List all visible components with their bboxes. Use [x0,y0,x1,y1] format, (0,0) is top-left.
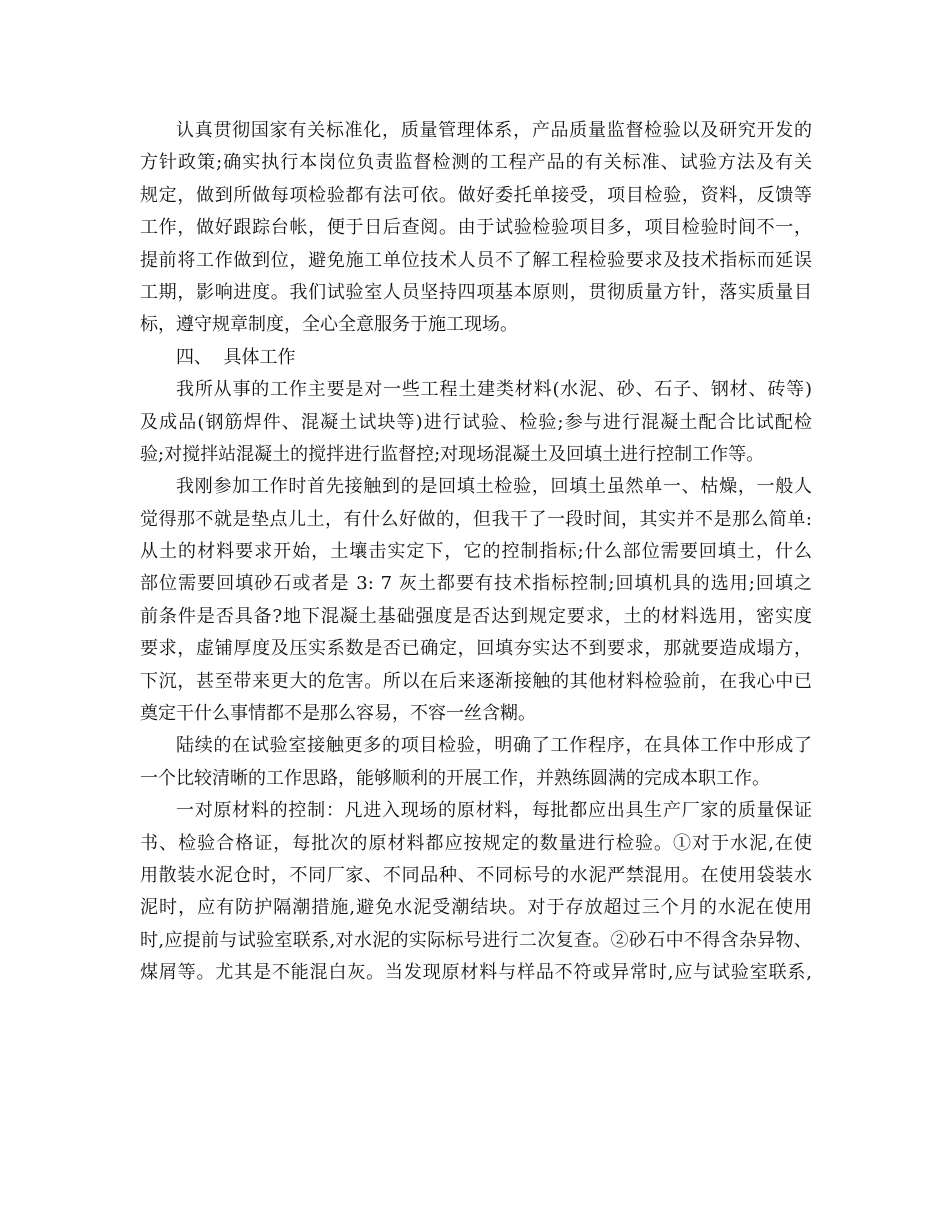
text-line: 验;对搅拌站混凝土的搅拌进行监督控;对现场混凝土及回填土进行控制工作等。 [140,443,765,465]
text-line: 一对原材料的控制：凡进入现场的原材料，每批都应出具生产厂家的质量保证 [176,800,812,822]
text-line: 陆续的在试验室接触更多的项目检验，明确了工作程序，在具体工作中形成了 [176,735,812,757]
text-line: 及成品(钢筋焊件、混凝土试块等)进行试验、检验;参与进行混凝土配合比试配检 [140,411,812,433]
text-line: 规定，做到所做每项检验都有法可依。做好委托单接受，项目检验，资料，反馈等 [140,184,812,206]
text-line: 标，遵守规章制度，全心全意服务于施工现场。 [140,314,518,336]
document-page [140,115,812,990]
text-line: 部位需要回填砂石或者是 3: 7 灰土都要有技术指标控制;回填机具的选用;回填之 [140,573,812,595]
text-line: 我刚参加工作时首先接触到的是回填土检验，回填土虽然单一、枯燥，一般人 [176,476,812,498]
text-line: 工期，影响进度。我们试验室人员坚持四项基本原则，贯彻质量方针，落实质量目 [140,281,812,303]
text-line: 奠定干什么事情都不是那么容易，不容一丝含糊。 [140,703,536,725]
text-line: 书、检验合格证，每批次的原材料都应按规定的数量进行检验。①对于水泥,在使 [140,832,812,854]
text-line: 方针政策;确实执行本岗位负责监督检测的工程产品的有关标准、试验方法及有关 [140,152,812,174]
text-line: 下沉，甚至带来更大的危害。所以在后来逐渐接触的其他材料检验前，在我心中已 [140,670,812,692]
text-line: 时,应提前与试验室联系,对水泥的实际标号进行二次复查。②砂石中不得含杂异物、 [140,929,812,951]
text-line: 一个比较清晰的工作思路，能够顺利的开展工作，并熟练圆满的完成本职工作。 [140,767,770,789]
text-line: 前条件是否具备?地下混凝土基础强度是否达到规定要求，土的材料选用，密实度 [140,605,812,627]
text-line: 泥时，应有防护隔潮措施,避免水泥受潮结块。对于存放超过三个月的水泥在使用 [140,897,812,919]
section-heading: 四、 具体工作 [176,346,296,368]
text-line: 我所从事的工作主要是对一些工程土建类材料(水泥、砂、石子、钢材、砖等) [176,379,812,401]
text-line: 煤屑等。尤其是不能混白灰。当发现原材料与样品不符或异常时,应与试验室联系, [140,962,812,984]
text-line: 从土的材料要求开始，土壤击实定下，它的控制指标;什么部位需要回填土，什么 [140,541,812,563]
text-line: 认真贯彻国家有关标准化，质量管理体系，产品质量监督检验以及研究开发的 [176,120,812,141]
text-line: 提前将工作做到位，避免施工单位技术人员不了解工程检验要求及技术指标而延误 [140,249,812,271]
text-line: 要求，虚铺厚度及压实系数是否已确定，回填夯实达不到要求，那就要造成塌方， [140,638,812,660]
text-line: 工作，做好跟踪台帐，便于日后查阅。由于试验检验项目多，项目检验时间不一， [140,217,812,239]
text-line: 觉得那不就是垫点儿土，有什么好做的，但我干了一段时间，其实并不是那么简单: [140,508,812,530]
text-line: 用散装水泥仓时，不同厂家、不同品种、不同标号的水泥严禁混用。在使用袋装水 [140,864,812,886]
